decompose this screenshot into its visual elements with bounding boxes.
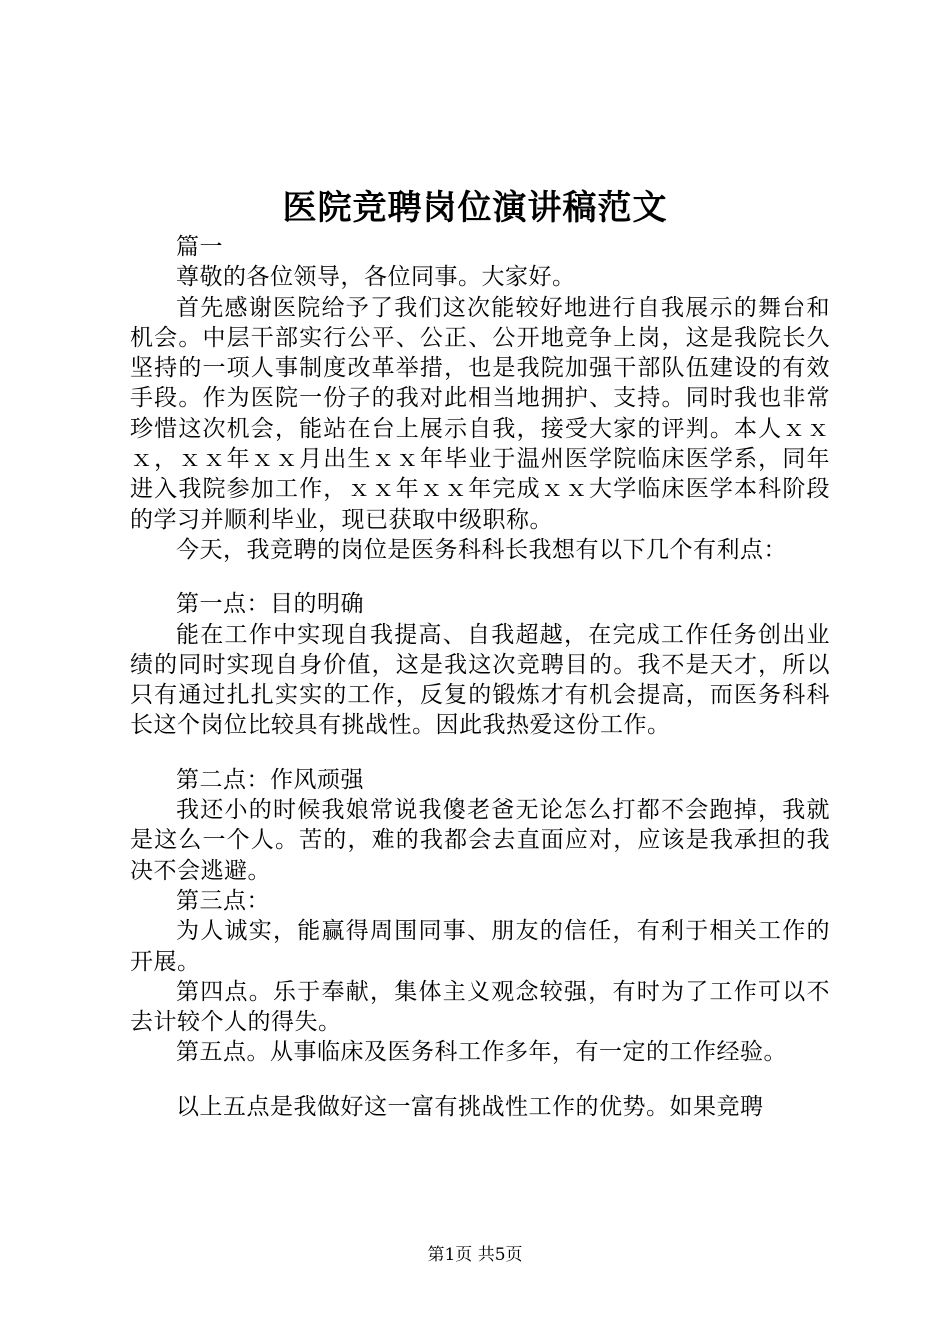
- paragraph-point-two-heading: 第二点：作风顽强: [176, 766, 364, 793]
- paragraph-point-one-body: 能在工作中实现自我提高、自我超越，在完成工作任务创出业绩的同时实现自身价值，这是我这次竞聘目的。我不是天才，所以只有通过扎扎实实的工作，反复的锻炼才有机会提高，而医务科科长这个岗位比较具有挑战性。因此我热爱这份工作。: [130, 621, 830, 739]
- paragraph-section-label: 篇一: [176, 234, 223, 260]
- paragraph-point-two-body: 我还小的时候我娘常说我傻老爸无论怎么打都不会跑掉，我就是这么一个人。苦的，难的我都会去直面应对，应该是我承担的我决不会逃避。: [130, 797, 830, 884]
- paragraph-introduction: 首先感谢医院给予了我们这次能较好地进行自我展示的舞台和机会。中层干部实行公平、公正、公开地竞争上岗，这是我院长久坚持的一项人事制度改革举措，也是我院加强干部队伍建设的有效手段。作为医院一份子的我对此相当地拥护、支持。同时我也非常珍惜这次机会，能站在台上展示自我，接受大家的评判。本人ｘｘｘ，ｘｘ年ｘｘ月出生ｘｘ年毕业于温州医学院临床医学系，同年进入我院参加工作，ｘｘ年ｘｘ年完成ｘｘ大学临床医学本科阶段的学习并顺利毕业，现已获取中级职称。: [130, 294, 830, 533]
- paragraph-point-one-heading: 第一点：目的明确: [176, 591, 364, 618]
- paragraph-summary: 以上五点是我做好这一富有挑战性工作的优势。如果竞聘: [176, 1093, 764, 1120]
- paragraph-point-three-heading: 第三点：: [176, 887, 270, 914]
- paragraph-point-five: 第五点。从事临床及医务科工作多年，有一定的工作经验。: [176, 1039, 787, 1066]
- paragraph-greeting: 尊敬的各位领导，各位同事。大家好。: [176, 264, 576, 291]
- document-title: 医院竞聘岗位演讲稿范文: [282, 188, 668, 228]
- page-footer: 第1页 共5页: [427, 1245, 523, 1265]
- paragraph-point-three-body: 为人诚实，能赢得周围同事、朋友的信任，有利于相关工作的开展。: [130, 918, 830, 975]
- paragraph-position: 今天，我竞聘的岗位是医务科科长我想有以下几个有利点：: [176, 536, 787, 563]
- document-body: [130, 232, 830, 1122]
- paragraph-point-four: 第四点。乐于奉献，集体主义观念较强，有时为了工作可以不去计较个人的得失。: [130, 978, 830, 1036]
